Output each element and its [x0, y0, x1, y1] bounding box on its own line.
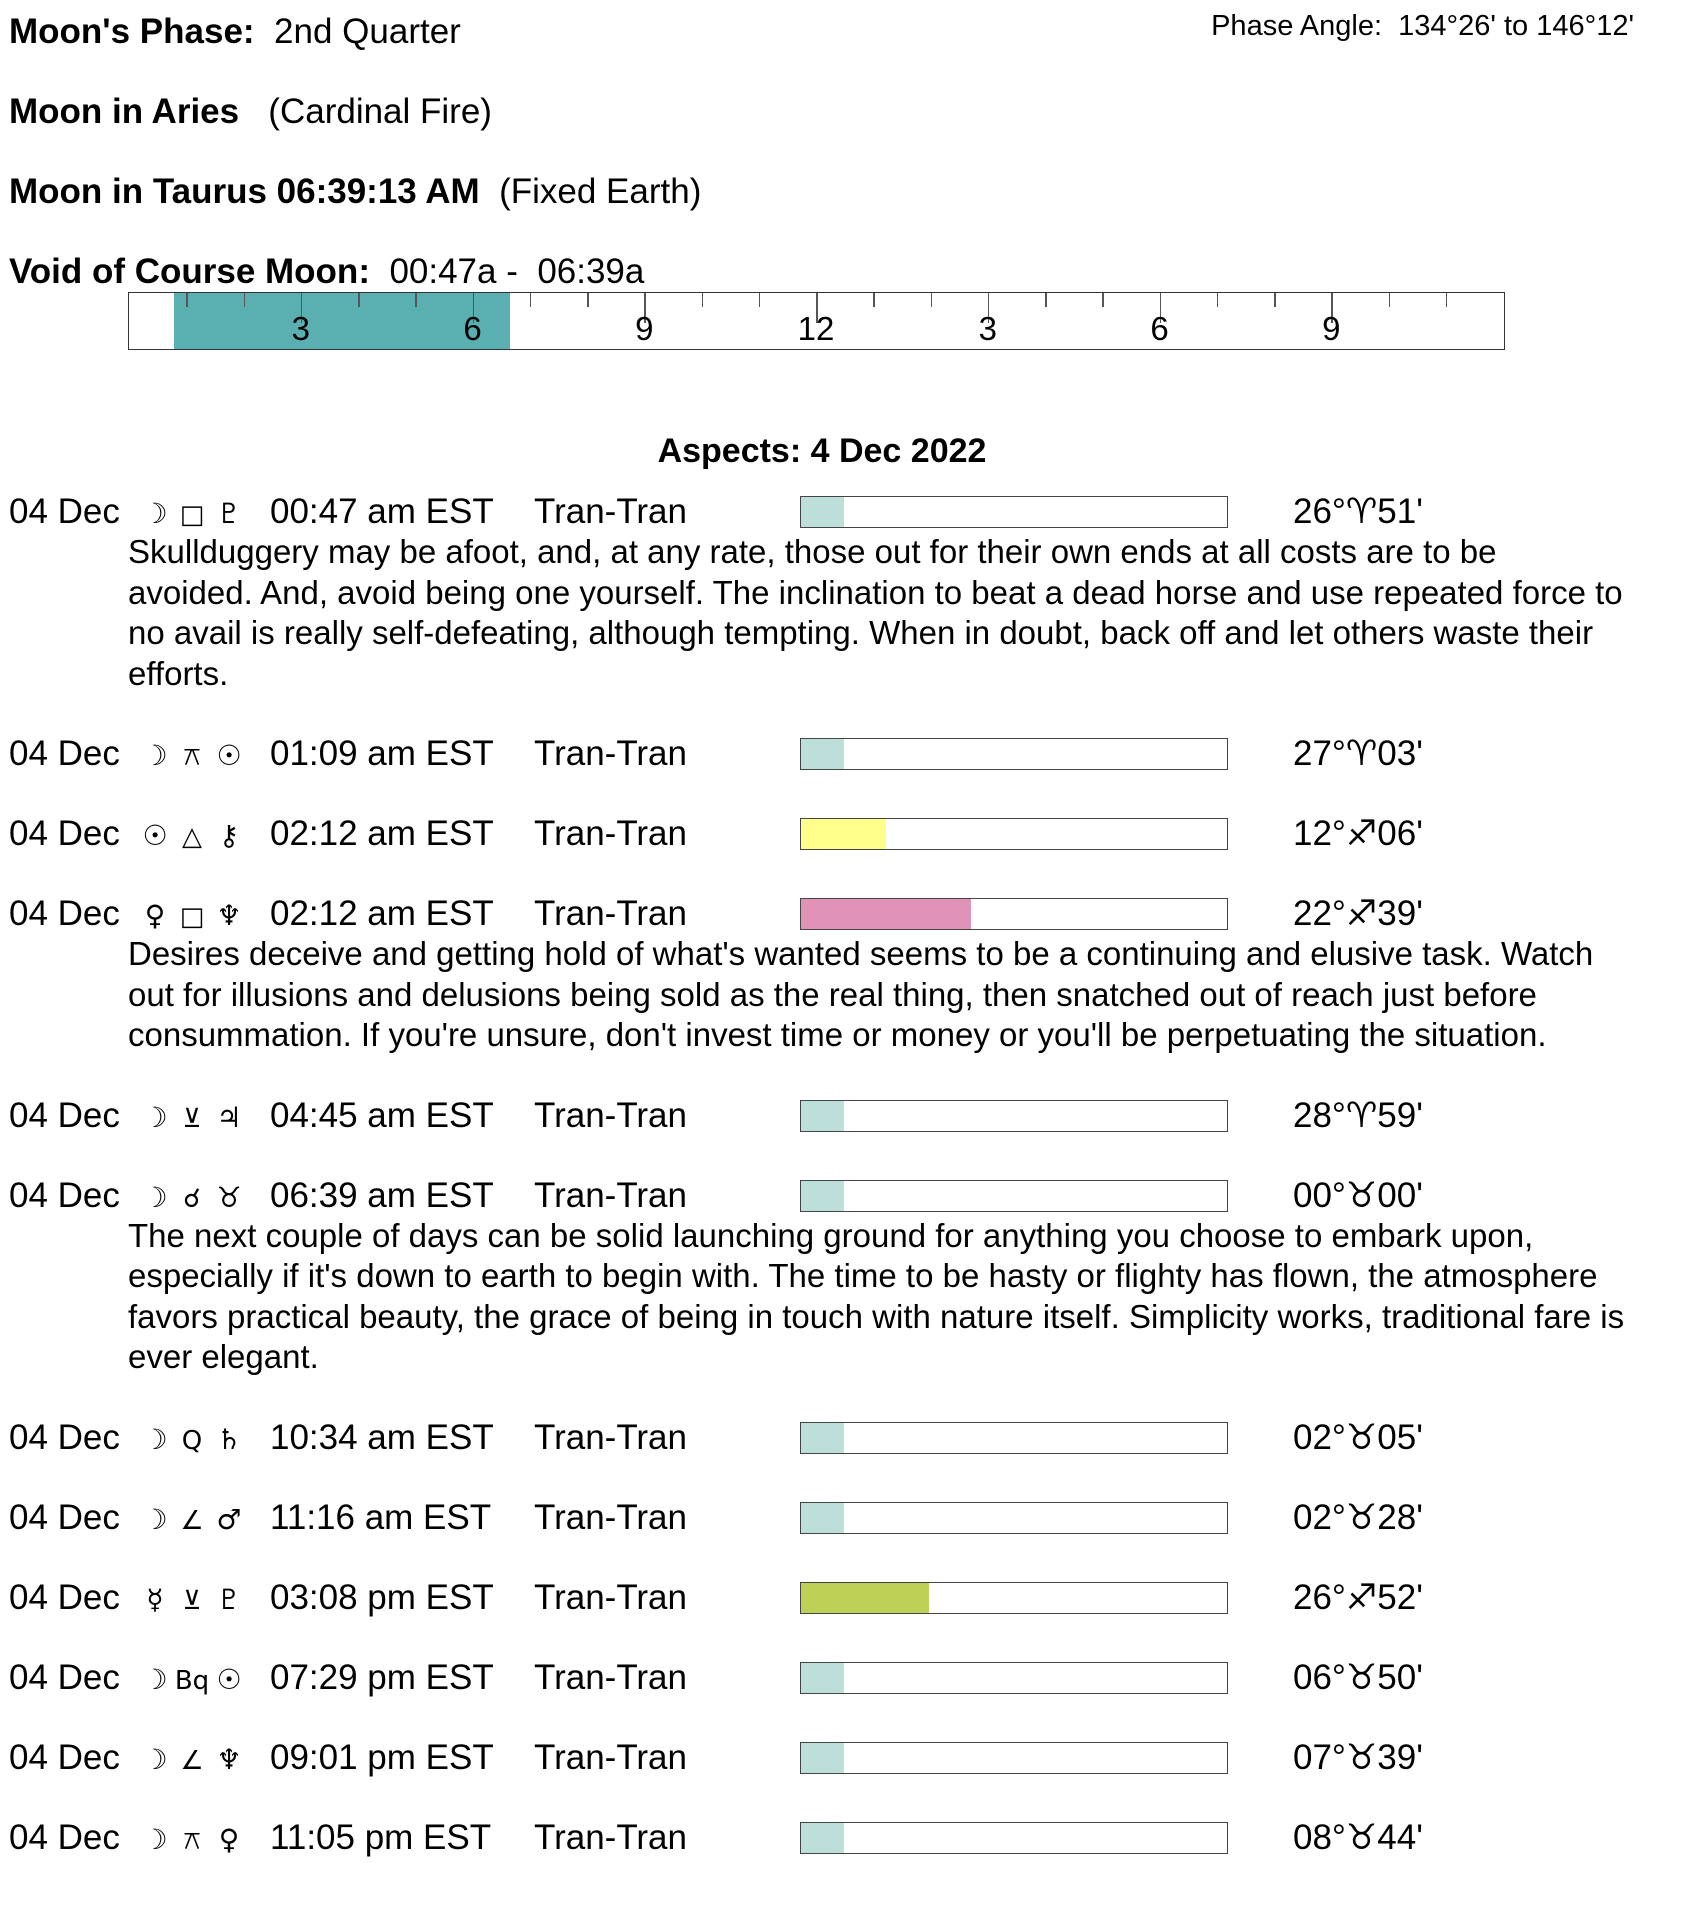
aspect-row	[0, 1738, 1684, 1778]
aspect-entry	[0, 894, 1684, 1096]
timeline-tick	[759, 293, 761, 307]
moon-sign-1-line	[9, 92, 492, 132]
moon-sign-2-element: (Fixed Earth)	[499, 172, 702, 211]
moon-icon: ☽	[142, 739, 168, 772]
aspect-position: 12°♐06'	[1293, 814, 1423, 853]
void-of-course-line	[9, 252, 644, 292]
square-icon: □	[179, 500, 205, 530]
aspect-position: 28°♈59'	[1293, 1095, 1423, 1135]
timeline-tick	[931, 293, 933, 307]
aspect-date: 04 Dec	[9, 1657, 120, 1697]
aspect-glyphs	[137, 1418, 247, 1461]
moon-icon: ☽	[142, 1502, 168, 1536]
aspect-time: 11:05 pm EST	[270, 1817, 492, 1857]
moon-icon: ☽	[142, 1822, 168, 1856]
moon-sign-1-label: Moon in Aries	[9, 92, 240, 131]
venus-icon: ♀	[144, 899, 166, 932]
timeline-tick-label: 6	[1150, 310, 1169, 347]
timeline-tick	[358, 293, 360, 307]
aspect-time: 02:12 am EST	[270, 894, 494, 933]
chiron-icon: ⚷	[218, 819, 240, 852]
aspect-type: Tran-Tran	[534, 734, 687, 773]
pluto-icon: ♇	[216, 497, 242, 530]
timeline-tick-label: 3	[978, 310, 997, 347]
aspect-strength-fill	[801, 1423, 844, 1453]
aspect-strength-fill	[801, 1181, 844, 1211]
timeline-tick-label: 9	[1322, 310, 1341, 347]
spacer	[0, 1056, 1684, 1096]
aspect-date: 04 Dec	[9, 1417, 120, 1457]
semisquare-icon: ∠	[180, 1505, 204, 1536]
aspect-position: 08°♉44'	[1293, 1817, 1423, 1857]
aspect-glyphs	[137, 492, 247, 535]
semisextile-icon: ⊻	[182, 1585, 202, 1616]
aspect-entry	[0, 1498, 1684, 1578]
timeline-tick	[1045, 293, 1047, 307]
semisquare-icon: ∠	[180, 1745, 204, 1776]
aspect-entry	[0, 1818, 1684, 1898]
mercury-icon: ☿	[146, 1582, 164, 1616]
aspect-position: 22°♐39'	[1293, 894, 1423, 933]
moon-icon: ☽	[142, 1742, 168, 1776]
pluto-icon: ♇	[216, 1582, 242, 1616]
aspect-strength-bar	[800, 1742, 1228, 1774]
aspect-description: Desires deceive and getting hold of what's wanted seems to be a continuing and elusive task. Watch out for illusions and delusions being sold as the real thing, then snatched out of reach just before consummation. If you're unsure, don't invest time or money or you'll be perpetuating the situation.	[128, 935, 1594, 1053]
aspect-date: 04 Dec	[9, 734, 120, 773]
spacer	[0, 1858, 1684, 1898]
aspect-strength-bar	[800, 1100, 1228, 1132]
timeline-tick	[1446, 293, 1448, 307]
neptune-icon: ♆	[216, 1742, 242, 1776]
aspect-time: 09:01 pm EST	[270, 1737, 494, 1777]
moon-icon: ☽	[142, 1662, 168, 1696]
timeline-tick-label: 6	[463, 310, 482, 347]
aspect-row	[0, 1418, 1684, 1458]
aspect-strength-fill	[801, 1583, 929, 1613]
phase-angle-value: 134°26' to 146°12'	[1398, 10, 1634, 42]
conjunction-icon: ☌	[183, 1183, 201, 1214]
aspect-row	[0, 1658, 1684, 1698]
aspect-strength-fill	[801, 1823, 844, 1853]
aspect-glyphs	[137, 1658, 247, 1701]
aspect-time: 07:29 pm EST	[270, 1657, 494, 1697]
aspect-date: 04 Dec	[9, 894, 120, 933]
aspect-row	[0, 1578, 1684, 1618]
aspect-entry	[0, 1578, 1684, 1658]
aspect-row	[0, 1498, 1684, 1538]
timeline-tick	[415, 293, 417, 307]
quincunx-icon: ⚻	[183, 742, 201, 772]
aspect-entry	[0, 814, 1684, 894]
aspect-time: 01:09 am EST	[270, 734, 494, 773]
aspect-strength-fill	[801, 1663, 844, 1693]
timeline-tick	[1102, 293, 1104, 307]
aspect-time: 03:08 pm EST	[270, 1577, 494, 1617]
aspect-row	[0, 734, 1684, 774]
void-of-course-label: Void of Course Moon:	[9, 252, 370, 291]
aspect-time: 04:45 am EST	[270, 1095, 494, 1135]
quintile-icon: Q	[181, 1425, 203, 1456]
aspect-entry	[0, 1738, 1684, 1818]
aspect-strength-bar	[800, 496, 1228, 528]
aspect-row	[0, 1096, 1684, 1136]
venus-icon: ♀	[218, 1822, 240, 1856]
aspect-row	[0, 814, 1684, 854]
aspect-type: Tran-Tran	[534, 1095, 687, 1135]
sun-icon: ☉	[142, 819, 168, 852]
aspect-strength-fill	[801, 899, 971, 929]
timeline-tick	[1389, 293, 1391, 307]
saturn-icon: ♄	[216, 1422, 242, 1456]
aspect-glyphs	[137, 1498, 247, 1541]
aspect-type: Tran-Tran	[534, 1175, 687, 1215]
aspect-entry	[0, 492, 1684, 734]
aspect-position: 07°♉39'	[1293, 1737, 1423, 1777]
aspect-time: 06:39 am EST	[270, 1175, 494, 1215]
timeline-tick	[244, 293, 246, 307]
aspect-entry	[0, 1658, 1684, 1738]
aspect-strength-bar	[800, 738, 1228, 770]
timeline-tick	[186, 293, 188, 307]
timeline-tick	[1217, 293, 1219, 307]
aspect-glyphs	[137, 1096, 247, 1139]
aspect-position: 02°♉05'	[1293, 1417, 1423, 1457]
quincunx-icon: ⚻	[183, 1825, 201, 1856]
aspect-strength-bar	[800, 818, 1228, 850]
aspect-strength-bar	[800, 1502, 1228, 1534]
timeline-tick-label: 9	[635, 310, 654, 347]
aspect-entry	[0, 734, 1684, 814]
aspect-strength-fill	[801, 1743, 844, 1773]
void-of-course-value: 00:47a - 06:39a	[389, 252, 645, 291]
neptune-icon: ♆	[216, 899, 242, 932]
aspect-strength-fill	[801, 1101, 844, 1131]
moon-sign-2-line	[9, 172, 701, 212]
aspect-row	[0, 492, 1684, 532]
trine-icon: △	[182, 822, 202, 852]
aspect-strength-fill	[801, 739, 844, 769]
phase-angle-label: Phase Angle:	[1211, 10, 1383, 42]
mars-icon: ♂	[216, 1502, 242, 1536]
aspect-row	[0, 894, 1684, 934]
void-of-course-timeline	[128, 292, 1505, 350]
spacer	[0, 694, 1684, 734]
moon-phase-line	[9, 12, 461, 52]
aspect-entry	[0, 1176, 1684, 1418]
aspect-position: 02°♉28'	[1293, 1497, 1423, 1537]
aspect-description: The next couple of days can be solid launching ground for anything you choose to embark upon, especially if it's down to earth to begin with. The time to be hasty or flighty has flown, the atmosphere favors practical beauty, the grace of being in touch with nature itself. Simplicity works, traditional fare is ever elegant.	[128, 1216, 1625, 1375]
moon-sign-1-element: (Cardinal Fire)	[268, 92, 492, 131]
spacer	[0, 1136, 1684, 1176]
spacer	[0, 774, 1684, 814]
aspect-glyphs	[137, 734, 247, 777]
aspect-type: Tran-Tran	[534, 492, 687, 531]
spacer	[0, 1618, 1684, 1658]
sun-icon: ☉	[216, 1662, 242, 1696]
jupiter-icon: ♃	[216, 1100, 242, 1134]
square-icon: □	[179, 902, 205, 932]
aspect-type: Tran-Tran	[534, 1417, 687, 1457]
aspect-date: 04 Dec	[9, 1817, 120, 1857]
timeline-tick	[530, 293, 532, 307]
spacer	[0, 1698, 1684, 1738]
timeline-tick	[873, 293, 875, 307]
spacer	[0, 1458, 1684, 1498]
aspect-type: Tran-Tran	[534, 814, 687, 853]
aspect-glyphs	[137, 1578, 247, 1621]
spacer	[0, 1378, 1684, 1418]
timeline-tick-label: 12	[797, 310, 835, 347]
aspect-type: Tran-Tran	[534, 1817, 687, 1857]
aspect-date: 04 Dec	[9, 1497, 120, 1537]
aspect-date: 04 Dec	[9, 1577, 120, 1617]
aspects-list	[0, 492, 1684, 1898]
void-of-course-highlight	[174, 293, 510, 349]
aspect-position: 06°♉50'	[1293, 1657, 1423, 1697]
aspect-strength-bar	[800, 898, 1228, 930]
aspect-strength-fill	[801, 1503, 844, 1533]
biquintile-icon: Bq	[174, 1665, 210, 1696]
spacer	[0, 1538, 1684, 1578]
aspect-entry	[0, 1096, 1684, 1176]
aspect-glyphs	[137, 1738, 247, 1781]
aspect-strength-bar	[800, 1582, 1228, 1614]
aspect-row	[0, 1818, 1684, 1858]
taurus-icon: ♉	[216, 1180, 242, 1214]
timeline-tick	[587, 293, 589, 307]
aspect-strength-bar	[800, 1662, 1228, 1694]
aspect-time: 10:34 am EST	[270, 1417, 494, 1457]
aspect-position: 27°♈03'	[1293, 734, 1423, 773]
aspect-date: 04 Dec	[9, 1175, 120, 1215]
aspect-type: Tran-Tran	[534, 1737, 687, 1777]
timeline-tick	[1274, 293, 1276, 307]
timeline-tick-label: 3	[291, 310, 310, 347]
sun-icon: ☉	[216, 739, 242, 772]
aspect-type: Tran-Tran	[534, 1657, 687, 1697]
aspect-strength-bar	[800, 1422, 1228, 1454]
aspect-time: 02:12 am EST	[270, 814, 494, 853]
moon-icon: ☽	[142, 497, 168, 530]
aspect-type: Tran-Tran	[534, 894, 687, 933]
aspect-description: Skullduggery may be afoot, and, at any rate, those out for their own ends at all costs are to be avoided. And, avoid being one yourself. The inclination to beat a dead horse and use repeated force to no avail is really self-defeating, although tempting. When in doubt, back off and let others waste their efforts.	[128, 533, 1623, 692]
aspect-glyphs	[137, 1818, 247, 1861]
aspect-entry	[0, 1418, 1684, 1498]
aspect-glyphs	[137, 814, 247, 857]
moon-phase-value: 2nd Quarter	[274, 12, 461, 51]
aspect-position: 26°♈51'	[1293, 492, 1423, 531]
aspect-position: 26°♐52'	[1293, 1577, 1423, 1617]
timeline-tick	[702, 293, 704, 307]
spacer	[0, 1778, 1684, 1818]
aspect-position: 00°♉00'	[1293, 1175, 1423, 1215]
aspect-time: 00:47 am EST	[270, 492, 494, 531]
moon-icon: ☽	[142, 1180, 168, 1214]
aspect-date: 04 Dec	[9, 814, 120, 853]
aspect-date: 04 Dec	[9, 1095, 120, 1135]
aspect-date: 04 Dec	[9, 492, 120, 531]
aspect-date: 04 Dec	[9, 1737, 120, 1777]
aspect-strength-fill	[801, 819, 886, 849]
aspect-strength-bar	[800, 1822, 1228, 1854]
aspect-type: Tran-Tran	[534, 1577, 687, 1617]
aspect-strength-bar	[800, 1180, 1228, 1212]
moon-icon: ☽	[142, 1422, 168, 1456]
spacer	[0, 854, 1684, 894]
aspect-glyphs	[137, 1176, 247, 1219]
aspect-type: Tran-Tran	[534, 1497, 687, 1537]
moon-sign-2-label: Moon in Taurus 06:39:13 AM	[9, 172, 480, 211]
aspects-title: Aspects: 4 Dec 2022	[657, 432, 987, 470]
aspect-time: 11:16 am EST	[270, 1497, 492, 1537]
semisextile-icon: ⊻	[182, 1103, 202, 1134]
moon-phase-label: Moon's Phase:	[9, 12, 255, 51]
aspect-glyphs	[137, 894, 247, 937]
phase-angle	[1211, 10, 1634, 43]
aspect-row	[0, 1176, 1684, 1216]
aspect-strength-fill	[801, 497, 844, 527]
moon-icon: ☽	[142, 1100, 168, 1134]
